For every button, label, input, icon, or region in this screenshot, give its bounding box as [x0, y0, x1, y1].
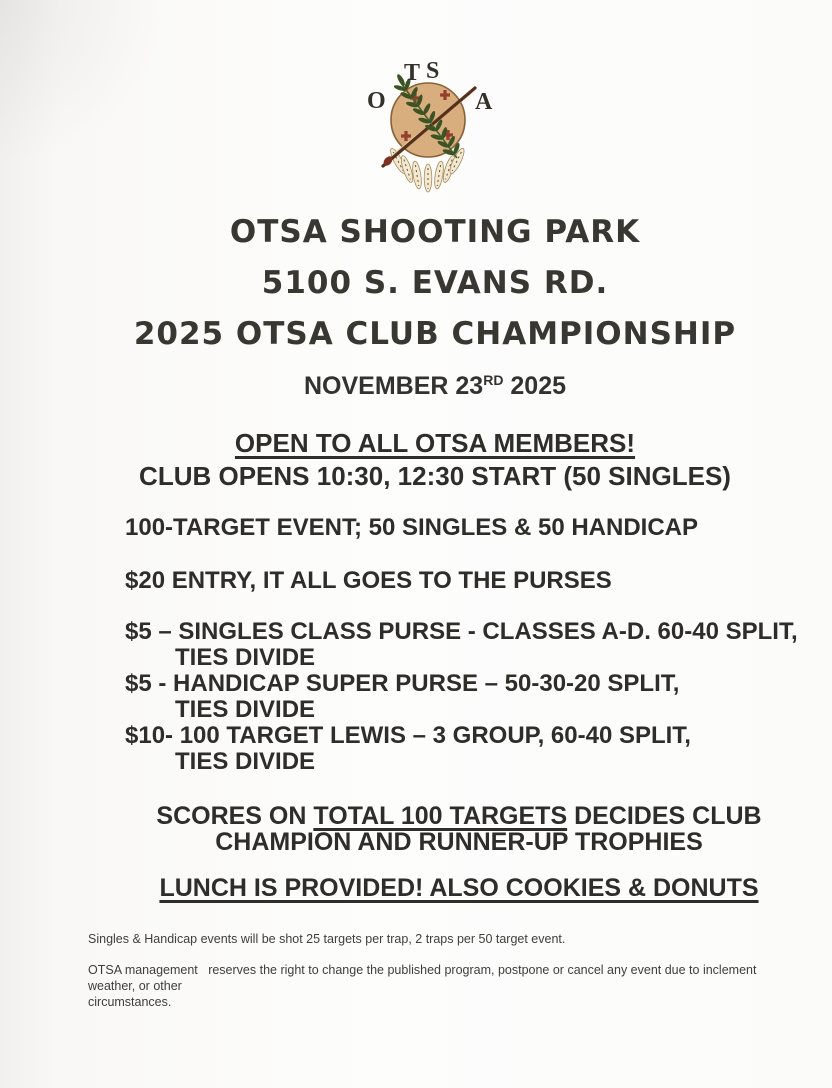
otsa-shield-icon	[365, 50, 505, 195]
entry-fee-line: $20 ENTRY, IT ALL GOES TO THE PURSES	[125, 567, 612, 594]
target-event-line: 100-TARGET EVENT; 50 SINGLES & 50 HANDICAP	[125, 514, 699, 541]
logo-letter-o: O	[367, 88, 386, 114]
footnote-disclaimer-line-1: OTSA management reserves the right to change the published program, postpone or cancel any event due to inclement weather, or other	[88, 963, 757, 993]
event-date-day: NOVEMBER 23	[303, 372, 484, 400]
scores-text-after: DECIDES CLUB	[567, 802, 762, 830]
footnote-disclaimer-line-2: circumstances.	[88, 995, 172, 1009]
footnote-shooting-format: Singles & Handicap events will be shot 25 targets per trap, 2 traps per 50 target event.	[88, 932, 566, 946]
ties-divide-line: TIES DIVIDE	[175, 644, 316, 671]
otsa-logo	[38, 0, 832, 200]
scores-line-2: CHAMPION AND RUNNER-UP TROPHIES	[215, 828, 703, 856]
purse-line: $5 - HANDICAP SUPER PURSE – 50-30-20 SPLIT,	[125, 670, 680, 697]
ties-divide-line: TIES DIVIDE	[175, 748, 316, 775]
club-opens-line: CLUB OPENS 10:30, 12:30 START (50 SINGLES)	[139, 461, 731, 491]
scores-text-underlined: TOTAL 100 TARGETS	[313, 802, 568, 830]
ties-divide-line: TIES DIVIDE	[175, 696, 316, 723]
event-title: 2025 OTSA CLUB CHAMPIONSHIP	[133, 316, 737, 352]
scores-text-before: SCORES ON	[156, 802, 314, 830]
purse-item-handicap	[125, 671, 793, 723]
lunch-provided-line: LUNCH IS PROVIDED! ALSO COOKIES & DONUTS	[159, 874, 759, 902]
scores-statement	[125, 803, 793, 855]
purse-list	[125, 618, 798, 775]
footnote-disclaimer	[88, 962, 804, 1010]
park-name: OTSA SHOOTING PARK	[229, 214, 641, 250]
event-date-year: 2025	[503, 372, 566, 400]
scores-line-1	[125, 803, 793, 829]
event-date-ordinal: RD	[483, 372, 504, 388]
purse-line: $10- 100 TARGET LEWIS – 3 GROUP, 60-40 SPLIT,	[125, 722, 691, 749]
purse-item-singles	[125, 618, 798, 671]
logo-letter-s: S	[426, 58, 440, 84]
event-date	[38, 367, 832, 399]
logo-letter-a: A	[475, 89, 493, 115]
logo-letter-t: T	[404, 60, 421, 86]
open-to-members-line: OPEN TO ALL OTSA MEMBERS!	[234, 428, 636, 458]
footnotes	[88, 931, 804, 1010]
purse-item-lewis	[125, 723, 793, 775]
park-address: 5100 S. EVANS RD.	[261, 265, 609, 301]
purse-line: $5 – SINGLES CLASS PURSE - CLASSES A-D. 60-40 SPLIT,	[125, 618, 798, 645]
